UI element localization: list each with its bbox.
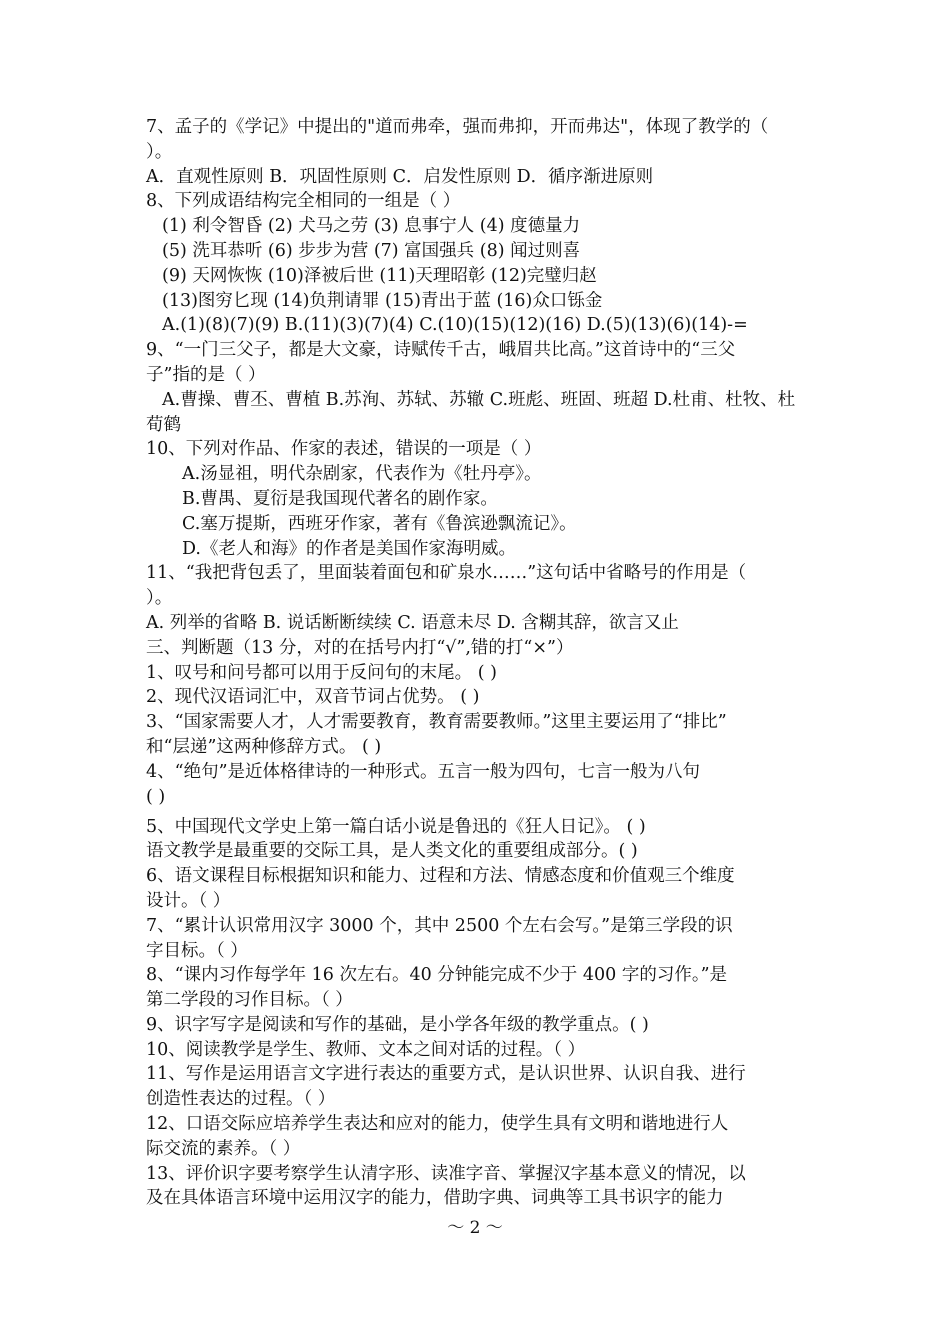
question-7-options: A．直观性原则 B．巩固性原则 C．启发性原则 D．循序渐进原则 [146, 166, 654, 187]
section-3-heading: 三、判断题（13 分，对的在括号内打“√”,错的打“×”） [146, 637, 574, 658]
page-number: ～ 2 ～ [447, 1218, 503, 1238]
judge-12-line-1: 12、口语交际应培养学生表达和应对的能力，使学生具有文明和谐地进行人 [146, 1114, 729, 1135]
question-8-idioms-4: (13)图穷匕现 (14)负荆请罪 (15)青出于蓝 (16)众口铄金 [162, 290, 603, 311]
question-10-stem: 10、下列对作品、作家的表述，错误的一项是（ ） [146, 439, 542, 460]
question-8-idioms-1: (1) 利令智昏 (2) 犬马之劳 (3) 息事宁人 (4) 度德量力 [162, 216, 581, 237]
judge-11-line-2: 创造性表达的过程。（ ） [146, 1089, 336, 1110]
judge-5-extra: 语文教学是最重要的交际工具，是人类文化的重要组成部分。( ) [146, 841, 638, 862]
question-7-line-2: ）。 [146, 141, 173, 162]
judge-6-line-1: 6、语文课程目标根据知识和能力、过程和方法、情感态度和价值观三个维度 [146, 866, 735, 887]
question-8-options: A.(1)(8)(7)(9) B.(11)(3)(7)(4) C.(10)(15)(12)(16) D.(5)(13)(6)(14)-= [162, 315, 748, 336]
question-11-stem-1: 11、“我把背包丢了，里面装着面包和矿泉水……”这句话中省略号的作用是（ [146, 563, 747, 584]
judge-10: 10、阅读教学是学生、教师、文本之间对话的过程。（ ） [146, 1039, 586, 1060]
question-10-option-b: B.曹禺、夏衍是我国现代著名的剧作家。 [182, 488, 498, 509]
judge-11-line-1: 11、写作是运用语言文字进行表达的重要方式，是认识世界、认识自我、进行 [146, 1064, 746, 1085]
judge-1: 1、叹号和问号都可以用于反问句的末尾。 ( ) [146, 662, 497, 683]
question-7-line-1: 7、孟子的《学记》中提出的"道而弗牵，强而弗抑，开而弗达"，体现了教学的（ [146, 117, 769, 137]
judge-13-line-1: 13、评价识字要考察学生认清字形、读准字音、掌握汉字基本意义的情况，以 [146, 1163, 746, 1184]
question-10-option-c: C.塞万提斯，西班牙作家，著有《鲁滨逊飘流记》。 [182, 513, 577, 534]
judge-3-line-2: 和“层递”这两种修辞方式。 ( ) [146, 736, 382, 757]
judge-7-line-2: 字目标。（ ） [146, 940, 248, 961]
page-content [146, 115, 816, 1211]
question-9-options-cont: 荀鹤 [146, 414, 181, 435]
judge-5: 5、中国现代文学史上第一篇白话小说是鲁迅的《狂人日记》。 ( ) [146, 816, 646, 837]
judge-4-line-1: 4、“绝句”是近体格律诗的一种形式。五言一般为四句，七言一般为八句 [146, 761, 701, 782]
question-10-option-d: D.《老人和海》的作者是美国作家海明威。 [182, 538, 516, 559]
judge-9: 9、识字写字是阅读和写作的基础，是小学各年级的教学重点。( ) [146, 1014, 649, 1035]
judge-8-line-1: 8、“课内习作每学年 16 次左右。40 分钟能完成不少于 400 字的习作。”是 [146, 965, 728, 986]
judge-7-line-1: 7、“累计认识常用汉字 3000 个，其中 2500 个左右会写。”是第三学段的识 [146, 915, 733, 936]
question-9-options: A.曹操、曹丕、曹植 B.苏洵、苏轼、苏辙 C.班彪、班固、班超 D.杜甫、杜牧、杜 [162, 389, 796, 410]
question-11-options: A. 列举的省略 B. 说话断断续续 C. 语意未尽 D. 含糊其辞，欲言又止 [146, 612, 679, 633]
judge-2: 2、现代汉语词汇中，双音节词占优势。 ( ) [146, 687, 480, 708]
question-8-stem: 8、下列成语结构完全相同的一组是（ ） [146, 191, 461, 212]
question-9-stem-2: 子”指的是（ ） [146, 364, 266, 385]
question-9-stem-1: 9、“一门三父子，都是大文豪，诗赋传千古，峨眉共比高。”这首诗中的“三父 [146, 340, 736, 361]
question-10-option-a: A.汤显祖，明代杂剧家，代表作为《牡丹亭》。 [182, 464, 542, 485]
judge-6-line-2: 设计。（ ） [146, 890, 231, 911]
question-8-idioms-2: (5) 洗耳恭听 (6) 步步为营 (7) 富国强兵 (8) 闻过则喜 [162, 240, 581, 261]
judge-12-line-2: 际交流的素养。（ ） [146, 1138, 301, 1159]
question-11-stem-2: ）。 [146, 588, 173, 609]
judge-8-line-2: 第二学段的习作目标。（ ） [146, 990, 353, 1011]
judge-3-line-1: 3、“国家需要人才，人才需要教育，教育需要教师。”这里主要运用了“排比” [146, 712, 727, 733]
judge-4-line-2: ( ) [146, 786, 166, 807]
judge-13-line-2: 及在具体语言环境中运用汉字的能力，借助字典、词典等工具书识字的能力 [146, 1188, 724, 1209]
question-8-idioms-3: (9) 天网恢恢 (10)泽被后世 (11)天理昭彰 (12)完璧归赵 [162, 265, 597, 286]
